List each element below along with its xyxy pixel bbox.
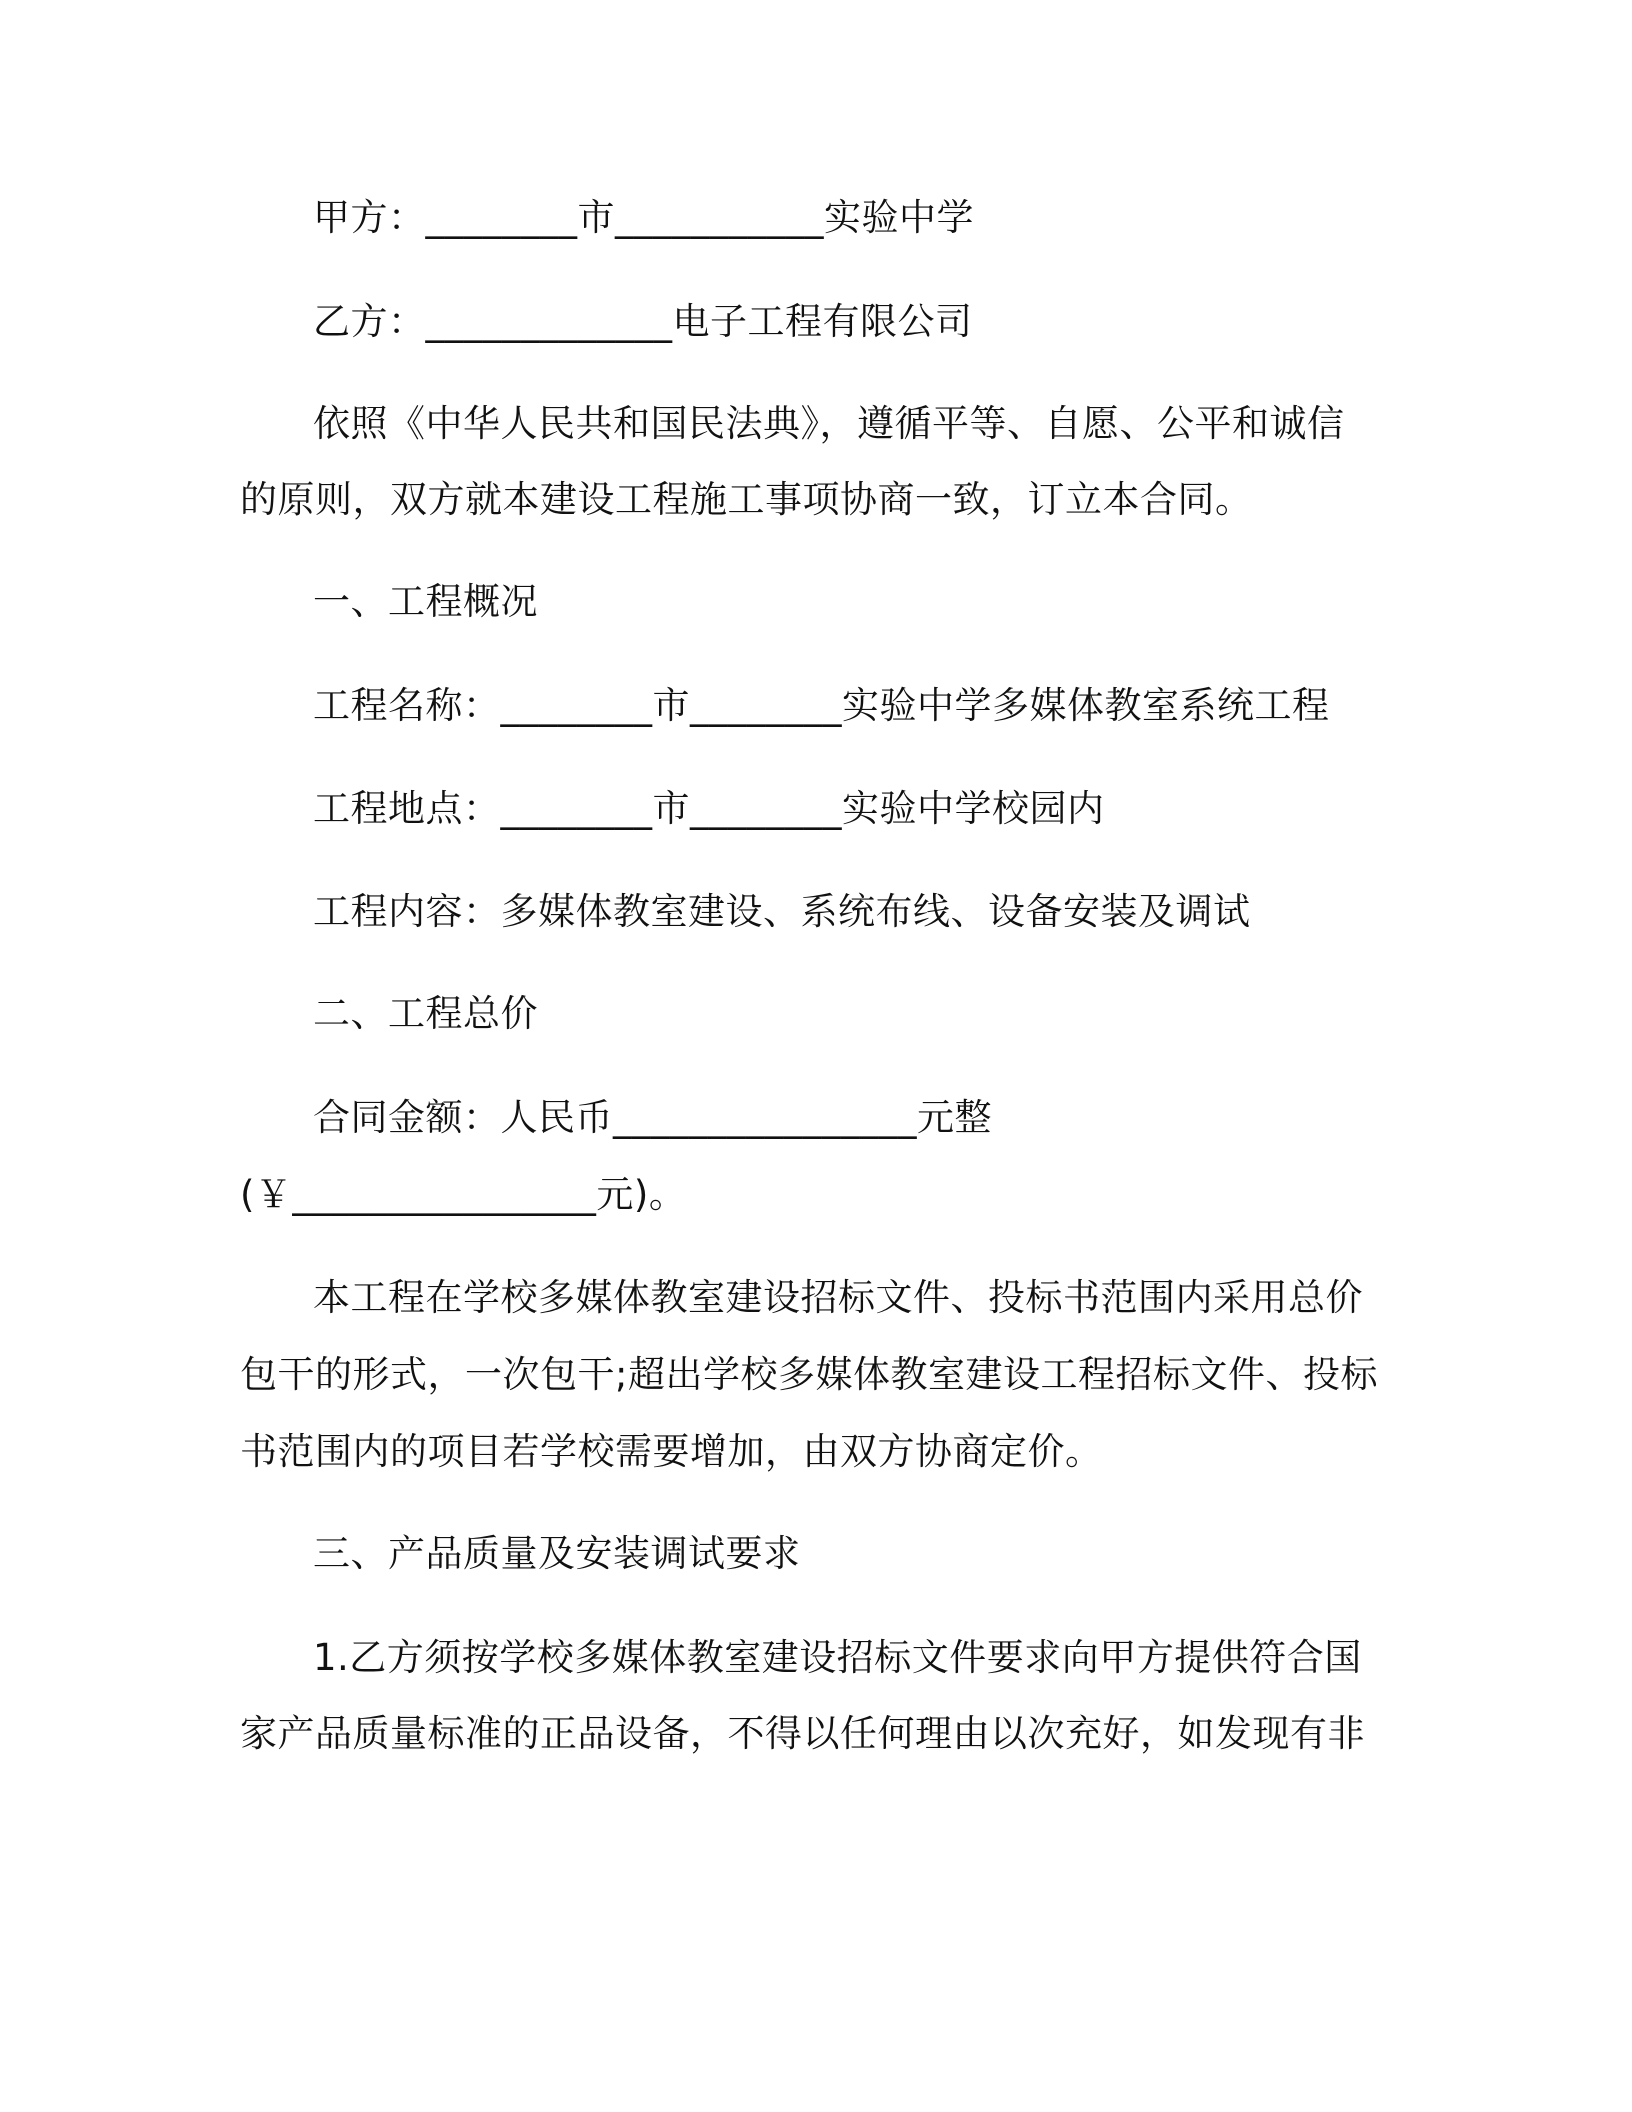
lump-sum-paragraph-line-2: 包干的形式，一次包干;超出学校多媒体教室建设工程招标文件、投标 [240, 1353, 1378, 1396]
contract-amount-figure-line: (￥________________元)。 [240, 1173, 687, 1216]
section-3-heading: 三、产品质量及安装调试要求 [313, 1532, 801, 1575]
project-location-line: 工程地点：________市________实验中学校园内 [313, 787, 1105, 830]
lump-sum-paragraph-line-1: 本工程在学校多媒体教室建设招标文件、投标书范围内采用总价 [313, 1276, 1363, 1319]
preamble-line-1: 依照《中华人民共和国民法典》，遵循平等、自愿、公平和诚信 [313, 402, 1345, 445]
contract-amount-line: 合同金额：人民币________________元整 [313, 1096, 992, 1139]
lump-sum-paragraph-line-3: 书范围内的项目若学校需要增加，由双方协商定价。 [240, 1430, 1103, 1473]
project-content-line: 工程内容：多媒体教室建设、系统布线、设备安装及调试 [313, 890, 1251, 933]
section-1-heading: 一、工程概况 [313, 580, 538, 623]
preamble-line-2: 的原则，双方就本建设工程施工事项协商一致，订立本合同。 [240, 478, 1253, 521]
quality-item-1-line-1: 1.乙方须按学校多媒体教室建设招标文件要求向甲方提供符合国 [313, 1636, 1362, 1679]
project-name-line: 工程名称：________市________实验中学多媒体教室系统工程 [313, 684, 1330, 727]
party-a-line: 甲方：________市___________实验中学 [313, 196, 974, 239]
section-2-heading: 二、工程总价 [313, 992, 538, 1035]
quality-item-1-line-2: 家产品质量标准的正品设备，不得以任何理由以次充好，如发现有非 [240, 1712, 1365, 1755]
party-b-line: 乙方：_____________电子工程有限公司 [313, 300, 973, 343]
